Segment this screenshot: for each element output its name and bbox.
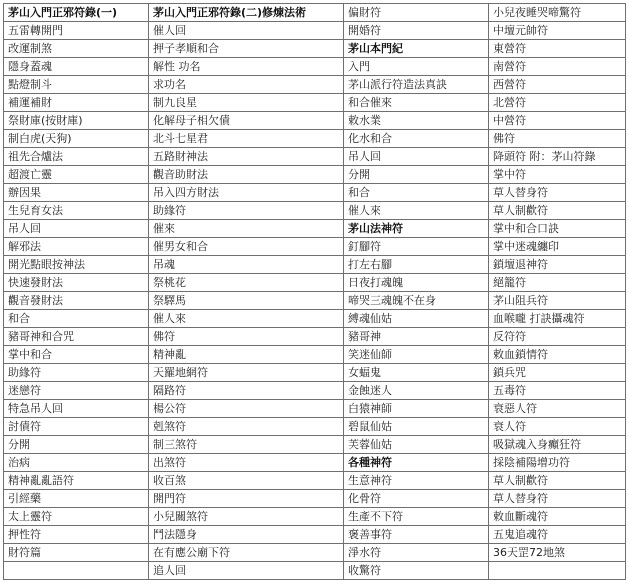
- table-cell[interactable]: 化解母子相欠債: [149, 112, 344, 130]
- table-cell[interactable]: 吊人回: [344, 148, 489, 166]
- table-cell[interactable]: 生產不下符: [344, 508, 489, 526]
- table-cell[interactable]: 笑迷仙師: [344, 346, 489, 364]
- table-cell[interactable]: 迷戀符: [4, 382, 149, 400]
- table-cell[interactable]: 制白虎(天狗): [4, 130, 149, 148]
- table-cell[interactable]: 解性 功名: [149, 58, 344, 76]
- table-cell[interactable]: 豬哥神和合咒: [4, 328, 149, 346]
- table-cell[interactable]: 衰惡人符: [489, 400, 626, 418]
- table-cell[interactable]: 助緣符: [149, 202, 344, 220]
- table-cell[interactable]: 豬哥神: [344, 328, 489, 346]
- table-row: [4, 76, 626, 94]
- table-cell[interactable]: 採陰補陽增功符: [489, 454, 626, 472]
- table-cell[interactable]: 吊人回: [4, 220, 149, 238]
- table-row: [4, 184, 626, 202]
- table-cell[interactable]: 在有應公廟下符: [149, 544, 344, 562]
- table-cell[interactable]: 敕血斷魂符: [489, 508, 626, 526]
- table-row: [4, 58, 626, 76]
- table-cell[interactable]: 化骨符: [344, 490, 489, 508]
- table-row: [4, 274, 626, 292]
- table-cell[interactable]: 開光點眼按神法: [4, 256, 149, 274]
- table-cell[interactable]: 求功名: [149, 76, 344, 94]
- table-cell[interactable]: 催男女和合: [149, 238, 344, 256]
- table-cell[interactable]: 隔路符: [149, 382, 344, 400]
- table-cell[interactable]: 開婚符: [344, 22, 489, 40]
- table-cell[interactable]: 太上靈符: [4, 508, 149, 526]
- table-body: [4, 4, 626, 580]
- table-cell[interactable]: 觀音助財法: [149, 166, 344, 184]
- table-cell[interactable]: 觀音發財法: [4, 292, 149, 310]
- table-cell[interactable]: 茅山法神符: [344, 220, 489, 238]
- table-cell[interactable]: 改運制煞: [4, 40, 149, 58]
- table-cell[interactable]: 掌中和合口訣: [489, 220, 626, 238]
- table-cell[interactable]: 催人來: [344, 202, 489, 220]
- table-cell[interactable]: 鎖壇退神符: [489, 256, 626, 274]
- table-cell[interactable]: 助緣符: [4, 364, 149, 382]
- table-cell[interactable]: 金蝕迷人: [344, 382, 489, 400]
- table-cell[interactable]: 草人制歡符: [489, 202, 626, 220]
- table-cell[interactable]: 草人替身符: [489, 184, 626, 202]
- table-cell[interactable]: 收百煞: [149, 472, 344, 490]
- table-cell[interactable]: 中壇元帥符: [489, 22, 626, 40]
- table-cell[interactable]: 和合催來: [344, 94, 489, 112]
- table-cell[interactable]: 分開: [344, 166, 489, 184]
- table-cell[interactable]: 催人來: [149, 310, 344, 328]
- table-cell[interactable]: 特急吊人回: [4, 400, 149, 418]
- table-cell[interactable]: 掌中符: [489, 166, 626, 184]
- table-cell[interactable]: 生兒育女法: [4, 202, 149, 220]
- table-row: [4, 454, 626, 472]
- table-cell[interactable]: 祭財庫(按財庫): [4, 112, 149, 130]
- table-row: [4, 544, 626, 562]
- table-cell[interactable]: 祭驛馬: [149, 292, 344, 310]
- table-cell[interactable]: 和合: [4, 310, 149, 328]
- table-cell[interactable]: 五毒符: [489, 382, 626, 400]
- table-cell[interactable]: 茅山入門正邪符錄(二)修煉法術: [149, 4, 344, 22]
- table-row: [4, 418, 626, 436]
- table-cell[interactable]: 解邪法: [4, 238, 149, 256]
- table-cell[interactable]: 入門: [344, 58, 489, 76]
- table-cell[interactable]: 掌中迷魂纏印: [489, 238, 626, 256]
- table-cell[interactable]: 補運補財: [4, 94, 149, 112]
- table-cell[interactable]: 淨水符: [344, 544, 489, 562]
- table-cell[interactable]: 押性符: [4, 526, 149, 544]
- table-cell[interactable]: 開門符: [149, 490, 344, 508]
- table-row: [4, 166, 626, 184]
- table-row: [4, 22, 626, 40]
- table-cell[interactable]: 偏財符: [344, 4, 489, 22]
- table-cell[interactable]: 中營符: [489, 112, 626, 130]
- table-cell[interactable]: 36天罡72地煞: [489, 544, 626, 562]
- table-cell[interactable]: 天羅地網符: [149, 364, 344, 382]
- table-cell[interactable]: 褒善事符: [344, 526, 489, 544]
- table-cell[interactable]: 鎖兵咒: [489, 364, 626, 382]
- table-cell[interactable]: 釘腳符: [344, 238, 489, 256]
- table-cell[interactable]: 五鬼追魂符: [489, 526, 626, 544]
- table-row: [4, 130, 626, 148]
- table-cell[interactable]: 引經藥: [4, 490, 149, 508]
- table-cell[interactable]: 小兒關煞符: [149, 508, 344, 526]
- table-cell[interactable]: 催人回: [149, 22, 344, 40]
- table-cell[interactable]: 茅山阻兵符: [489, 292, 626, 310]
- table-cell[interactable]: 打左右腳: [344, 256, 489, 274]
- table-row: [4, 148, 626, 166]
- table-cell[interactable]: 各種神符: [344, 454, 489, 472]
- table-cell[interactable]: 草人制歡符: [489, 472, 626, 490]
- table-cell[interactable]: 茅山派行符造法真訣: [344, 76, 489, 94]
- table-cell[interactable]: 敕血鎖情符: [489, 346, 626, 364]
- table-cell[interactable]: 快速發財法: [4, 274, 149, 292]
- table-row: [4, 490, 626, 508]
- table-cell[interactable]: 血喉嚨 打訣攝魂符: [489, 310, 626, 328]
- table-cell[interactable]: 楊公符: [149, 400, 344, 418]
- table-cell[interactable]: 絕籠符: [489, 274, 626, 292]
- table-cell[interactable]: [4, 562, 149, 580]
- table-cell[interactable]: 女蝠鬼: [344, 364, 489, 382]
- table-cell[interactable]: 化水和合: [344, 130, 489, 148]
- table-row: [4, 94, 626, 112]
- table-cell[interactable]: 縛魂仙姑: [344, 310, 489, 328]
- table-row: [4, 526, 626, 544]
- table-cell[interactable]: 財符篇: [4, 544, 149, 562]
- table-row: [4, 238, 626, 256]
- table-cell[interactable]: 剋煞符: [149, 418, 344, 436]
- table-cell[interactable]: 出煞符: [149, 454, 344, 472]
- table-row: [4, 256, 626, 274]
- table-cell[interactable]: 催來: [149, 220, 344, 238]
- table-cell[interactable]: 芙蓉仙姑: [344, 436, 489, 454]
- table-row: [4, 436, 626, 454]
- table-cell[interactable]: 降頭符 附：茅山符錄: [489, 148, 626, 166]
- table-cell[interactable]: 收驚符: [344, 562, 489, 580]
- table-row: [4, 472, 626, 490]
- table-cell[interactable]: 祭桃花: [149, 274, 344, 292]
- table-cell[interactable]: 超渡亡靈: [4, 166, 149, 184]
- table-cell[interactable]: 治病: [4, 454, 149, 472]
- table-cell[interactable]: 碧鼠仙姑: [344, 418, 489, 436]
- table-cell[interactable]: 五雷轉開門: [4, 22, 149, 40]
- table-row: [4, 364, 626, 382]
- table-cell[interactable]: 五路財神法: [149, 148, 344, 166]
- table-cell[interactable]: 鬥法隱身: [149, 526, 344, 544]
- table-cell[interactable]: 北斗七星君: [149, 130, 344, 148]
- table-cell[interactable]: 茅山本門紀: [344, 40, 489, 58]
- table-cell[interactable]: 追人回: [149, 562, 344, 580]
- table-cell[interactable]: 和合: [344, 184, 489, 202]
- table-cell[interactable]: 押子孝順和合: [149, 40, 344, 58]
- table-cell[interactable]: 吸獄魂入身癲狂符: [489, 436, 626, 454]
- table-cell[interactable]: 敕水業: [344, 112, 489, 130]
- table-row: [4, 202, 626, 220]
- table-row: [4, 40, 626, 58]
- table-cell[interactable]: 佛符: [489, 130, 626, 148]
- table-cell[interactable]: 北營符: [489, 94, 626, 112]
- table-cell[interactable]: 反符符: [489, 328, 626, 346]
- table-cell[interactable]: 祖先合爐法: [4, 148, 149, 166]
- table-row: [4, 346, 626, 364]
- table-row: [4, 292, 626, 310]
- table-cell[interactable]: 白猿神師: [344, 400, 489, 418]
- data-table: [3, 3, 626, 580]
- table-cell[interactable]: 掌中和合: [4, 346, 149, 364]
- table-cell[interactable]: 點燈制斗: [4, 76, 149, 94]
- table-cell[interactable]: 啼哭三魂魄不在身: [344, 292, 489, 310]
- table-cell[interactable]: 辦因果: [4, 184, 149, 202]
- table-row: [4, 310, 626, 328]
- table-cell[interactable]: 小兒夜睡哭啼驚符: [489, 4, 626, 22]
- table-row: [4, 4, 626, 22]
- table-row: [4, 220, 626, 238]
- table-cell[interactable]: 精神亂: [149, 346, 344, 364]
- table-cell[interactable]: 南營符: [489, 58, 626, 76]
- table-cell[interactable]: 隱身蓋魂: [4, 58, 149, 76]
- table-row: [4, 328, 626, 346]
- table-cell[interactable]: 西營符: [489, 76, 626, 94]
- table-row: [4, 562, 626, 580]
- table-cell[interactable]: 討債符: [4, 418, 149, 436]
- table-cell[interactable]: 生意神符: [344, 472, 489, 490]
- table-cell[interactable]: 精神亂亂語符: [4, 472, 149, 490]
- table-cell[interactable]: 佛符: [149, 328, 344, 346]
- table-cell[interactable]: 衰人符: [489, 418, 626, 436]
- table-cell[interactable]: 草人替身符: [489, 490, 626, 508]
- table-cell[interactable]: 制三煞符: [149, 436, 344, 454]
- table-cell[interactable]: 吊入四方財法: [149, 184, 344, 202]
- table-row: [4, 112, 626, 130]
- table-cell[interactable]: 日夜打魂魄: [344, 274, 489, 292]
- table-row: [4, 400, 626, 418]
- table-cell[interactable]: 茅山入門正邪符錄(一): [4, 4, 149, 22]
- table-row: [4, 508, 626, 526]
- table-cell[interactable]: [489, 562, 626, 580]
- table-cell[interactable]: 東營符: [489, 40, 626, 58]
- table-cell[interactable]: 吊魂: [149, 256, 344, 274]
- table-cell[interactable]: 制九良星: [149, 94, 344, 112]
- table-row: [4, 382, 626, 400]
- table-cell[interactable]: 分開: [4, 436, 149, 454]
